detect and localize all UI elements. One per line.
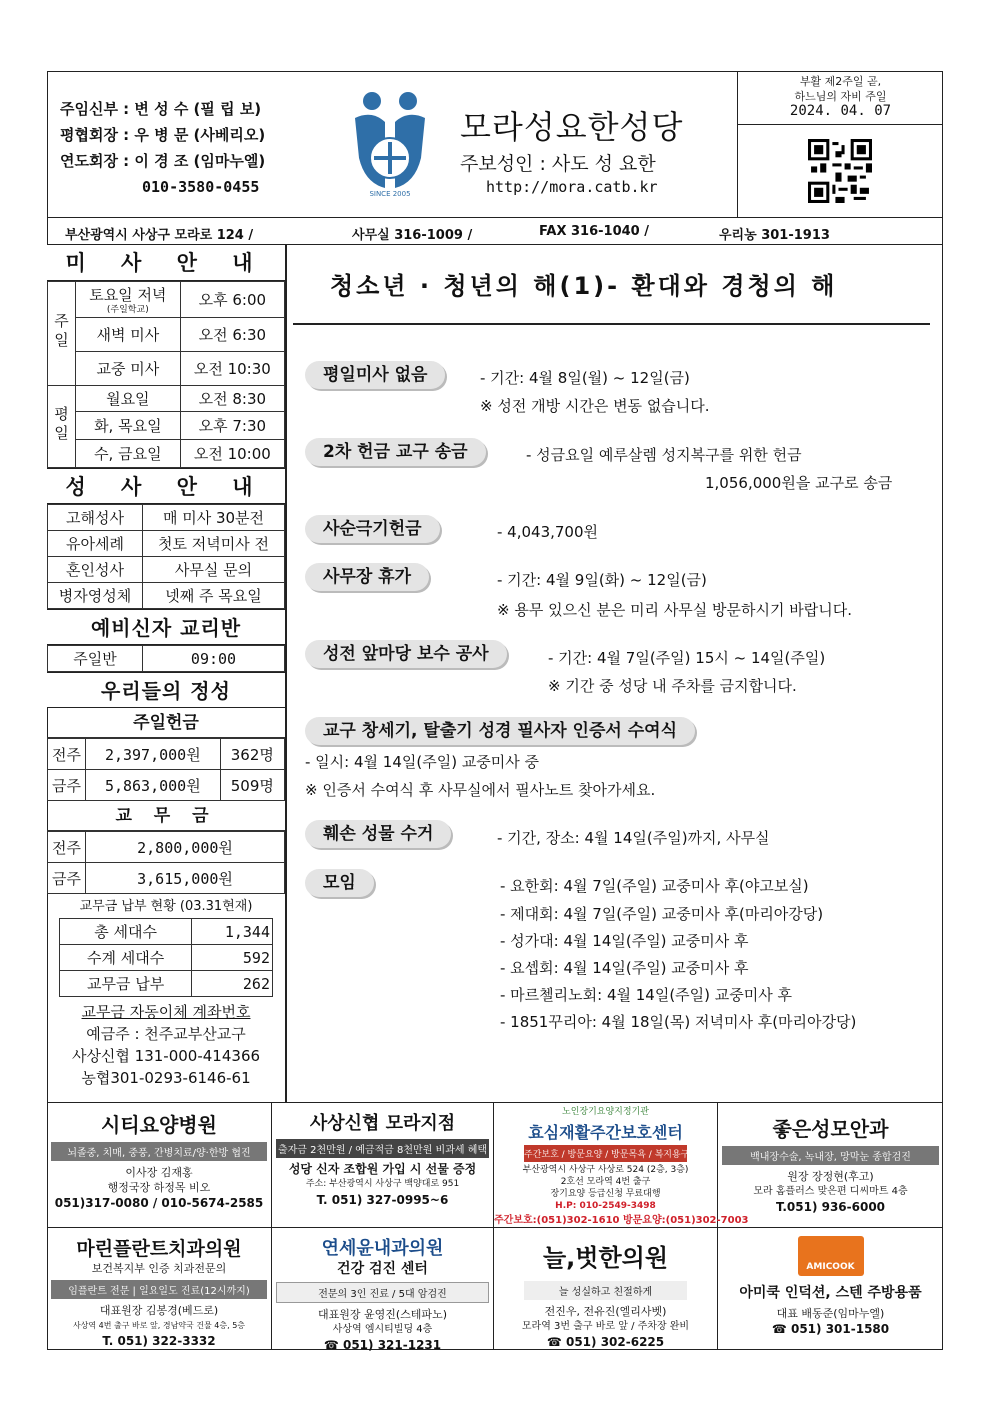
ad-line: 모라 홈플러스 맞은편 디씨마트 4층 <box>753 1186 908 1197</box>
ad-line: 2호선 모라역 4번 출구 <box>560 1177 651 1187</box>
status-value: 592 <box>192 945 273 971</box>
catechumen-table <box>47 645 285 672</box>
ad-line: 대표원장 김봉경(베드로) <box>99 1304 219 1317</box>
ad-internal-clinic[interactable] <box>272 1228 494 1350</box>
ad-line: 이사장 김재홍 <box>125 1166 193 1179</box>
ad-band: 뇌졸중, 치매, 중풍, 간병치료/양·한방 협진 <box>51 1142 267 1161</box>
ad-band: 늘 성실하고 친절하게 <box>524 1281 687 1300</box>
notice-label: 교구 창세기, 탈출기 성경 필사자 인증서 수여식 <box>305 717 695 745</box>
mass-name: 월요일 <box>76 386 181 412</box>
meeting-line: - 제대회: 4월 7일(주일) 교중미사 후(마리아강당) <box>500 905 824 923</box>
ad-oriental-clinic[interactable] <box>494 1228 718 1350</box>
ad-name: 아미쿡 인덕션, 스텐 주방용품 <box>739 1285 922 1301</box>
offering-title: 우리들의 정성 <box>47 672 285 708</box>
column-divider <box>285 245 287 1102</box>
ad-line: 부산광역시 사상구 사상로 524 (2층, 3층) <box>522 1165 689 1175</box>
offering-week: 전주 <box>48 739 86 770</box>
ad-name: 연세윤내과의원 <box>321 1238 444 1259</box>
sunday-offering-title: 주일헌금 <box>47 708 285 738</box>
church-name: 모라성요한성당 <box>460 108 684 146</box>
ad-hyosim-center[interactable] <box>494 1103 749 1227</box>
meeting-line: - 요한회: 4월 7일(주일) 교중미사 후(야고보실) <box>500 877 809 895</box>
meeting-line: - 마르첼리노회: 4월 14일(주일) 교중미사 후 <box>500 986 792 1004</box>
status-value: 262 <box>192 971 273 997</box>
offering-week: 금주 <box>48 770 86 801</box>
sacrament-value: 매 미사 30분전 <box>143 505 285 531</box>
mass-schedule-title: 미 사 안 내 <box>47 245 285 281</box>
ad-amicook[interactable] <box>718 1228 943 1350</box>
notice-label: 훼손 성물 수거 <box>305 820 451 848</box>
ad-phone: ☎ 051) 321-1231 <box>323 1338 442 1352</box>
bulletin-headline: 청소년 · 청년의 해(1)- 환대와 경청의 해 <box>330 272 838 300</box>
weekday-label: 평일 <box>52 405 70 444</box>
ad-sub: 보건복지부 인증 치과전문의 <box>91 1262 227 1275</box>
address-bar <box>47 217 943 245</box>
ad-eye-clinic[interactable] <box>718 1103 943 1227</box>
notice-label: 사순극기헌금 <box>305 515 440 543</box>
ad-line: 주소: 부산광역시 사상구 백양대로 951 <box>305 1179 460 1189</box>
notice-line: ※ 기간 중 성당 내 주차를 금지합니다. <box>548 677 797 695</box>
ad-name: 늘,벗한의원 <box>542 1244 669 1272</box>
catechumen-title: 예비신자 교리반 <box>47 609 285 645</box>
notice-line: - 4,043,700원 <box>497 523 599 541</box>
ad-name: 사상신협 모라지점 <box>309 1113 456 1134</box>
mass-name: 화, 목요일 <box>76 412 181 440</box>
due-status-table <box>59 918 273 997</box>
date-line-1: 부활 제2주일 곧, <box>799 75 882 88</box>
mass-name: 새벽 미사 <box>76 318 181 352</box>
ad-phone: ☎ 051) 301-1580 <box>771 1322 890 1336</box>
mass-time: 오후 7:30 <box>180 412 284 440</box>
notice-line: - 성금요일 예루살렘 성지복구를 위한 헌금 <box>526 446 802 464</box>
notice-label: 성전 앞마당 보수 공사 <box>305 640 507 668</box>
staff-phone: 010-3580-0455 <box>142 178 260 196</box>
catechumen-time: 09:00 <box>143 646 285 672</box>
liturgical-date-box <box>737 71 943 125</box>
sacrament-value: 넷째 주 목요일 <box>143 583 285 609</box>
mass-name: 교중 미사 <box>76 352 181 386</box>
notice-line: 1,056,000원을 교구로 송금 <box>705 474 893 492</box>
headline-rule <box>293 323 930 325</box>
sunday-label: 주일 <box>52 312 70 351</box>
offering-amount: 2,397,000원 <box>86 739 221 770</box>
sacrament-title: 성 사 안 내 <box>47 468 285 504</box>
postal-number: 우리농 301-1913 <box>719 228 830 243</box>
offering-count: 362명 <box>220 739 284 770</box>
ad-line: 행정국장 하정목 비오 <box>107 1181 211 1194</box>
ad-name: 효심재활주간보호센터 <box>528 1123 683 1142</box>
notice-label: 모임 <box>305 869 374 897</box>
ad-line: 장기요양 등급신청 무료대행 <box>550 1189 661 1199</box>
ad-band: 전문의 3인 진료 / 5대 암검진 <box>276 1282 489 1303</box>
due-week: 금주 <box>48 863 86 894</box>
ad-name: 마린플란트치과의원 <box>76 1238 242 1260</box>
status-value: 1,344 <box>192 919 273 945</box>
notice-line: ※ 인증서 수여식 후 사무실에서 필사노트 찾아가세요. <box>305 781 656 799</box>
ad-line: 대표원장 윤영진(스테파노) <box>318 1308 447 1321</box>
account-sinhyup: 사상신협 131-000-414366 <box>71 1047 261 1065</box>
meeting-line: - 성가대: 4월 14일(주일) 교중미사 후 <box>500 932 749 950</box>
notice-line: - 기간: 4월 8일(월) ~ 12일(금) <box>480 369 690 387</box>
staff-council: 평협회장 : 우 병 문 (사베리오) <box>60 126 266 144</box>
ad-line: 사상역 4번 출구 바로 앞, 경남약국 건물 4층, 5층 <box>72 1321 246 1330</box>
due-week: 전주 <box>48 832 86 863</box>
account-nonghyup: 농협301-0293-6146-61 <box>81 1069 251 1087</box>
logo-caption: SINCE 2005 <box>369 190 411 198</box>
ad-line: 모라역 3번 출구 바로 앞 / 주차장 완비 <box>521 1321 690 1332</box>
status-label: 교무금 납부 <box>60 971 192 997</box>
ad-sasang-credit-union[interactable] <box>272 1103 494 1227</box>
ad-phone: T. 051) 327-0995~6 <box>316 1193 449 1207</box>
church-due-table <box>47 831 285 894</box>
ad-row-1 <box>47 1102 943 1227</box>
sacrament-table <box>47 504 285 609</box>
ad-phone: T.051) 936-6000 <box>775 1200 886 1214</box>
offering-count: 509명 <box>220 770 284 801</box>
ad-band: 주간보호 / 방문요양 / 방문목욕 / 복지용구 <box>524 1145 687 1162</box>
ad-band: 출자금 2천만원 / 예금적금 8천만원 비과세 혜택 <box>276 1139 489 1158</box>
office-phone: 사무실 316-1009 / <box>352 228 473 243</box>
meeting-line: - 1851꾸리아: 4월 18일(목) 저녁미사 후(마리아강당) <box>500 1013 857 1031</box>
church-address: 부산광역시 사상구 모라로 124 / <box>65 228 254 243</box>
ad-band: 백내장수술, 녹내장, 망막눈 종합검진 <box>722 1146 939 1165</box>
sacrament-name: 병자영성체 <box>48 583 143 609</box>
mass-time: 오전 8:30 <box>180 386 284 412</box>
church-due-title: 교 무 금 <box>47 801 285 831</box>
notice-label: 평일미사 없음 <box>305 361 445 389</box>
sacrament-value: 사무실 문의 <box>143 557 285 583</box>
notice-line: - 기간, 장소: 4월 14일(주일)까지, 사무실 <box>497 829 770 847</box>
bulletin-date: 2024. 04. 07 <box>789 103 892 119</box>
ad-phone: 051)317-0080 / 010-5674-2585 <box>54 1196 264 1210</box>
notice-line: - 일시: 4월 14일(주일) 교중미사 중 <box>305 753 540 771</box>
staff-association: 연도회장 : 이 경 조 (임마누엘) <box>60 152 266 170</box>
mass-name: 수, 금요일 <box>76 440 181 468</box>
left-column <box>47 245 285 1089</box>
due-status-title: 교무금 납부 현황 (03.31현재) <box>79 899 253 914</box>
ad-name: 좋은성모안과 <box>772 1117 889 1141</box>
ad-line: 원장 장정현(후고) <box>787 1170 874 1183</box>
sacrament-name: 유아세례 <box>48 531 143 557</box>
mass-time: 오전 10:30 <box>180 352 284 386</box>
ad-line: 성당 신자 조합원 가입 시 선물 증정 <box>288 1162 477 1176</box>
catechumen-label: 주일반 <box>48 646 143 672</box>
ad-name: 시티요양병원 <box>101 1113 217 1137</box>
staff-list <box>60 96 265 200</box>
sacrament-name: 혼인성사 <box>48 557 143 583</box>
auto-transfer-title: 교무금 자동이체 계좌번호 <box>81 1003 251 1021</box>
mass-schedule-table <box>47 281 285 468</box>
mass-name: 토요일 저녁 (주일학교) <box>76 282 181 318</box>
ad-line: H.P: 010-2549-3498 <box>555 1201 656 1211</box>
sunday-offering-table <box>47 738 285 801</box>
ad-line: 전진우, 전유진(엘리사벳) <box>544 1305 667 1318</box>
sacrament-name: 고해성사 <box>48 505 143 531</box>
ad-top: 노인장기요양지정기관 <box>562 1107 649 1117</box>
mass-time: 오후 6:00 <box>180 282 284 318</box>
mass-time: 오전 10:00 <box>180 440 284 468</box>
ad-city-hospital[interactable] <box>47 1103 272 1227</box>
mass-time: 오전 6:30 <box>180 318 284 352</box>
notice-line: ※ 용무 있으신 분은 미리 사무실 방문하시기 바랍니다. <box>497 601 853 619</box>
ad-dental-clinic[interactable] <box>47 1228 272 1350</box>
notice-line: - 기간: 4월 7일(주일) 15시 ~ 14일(주일) <box>548 649 826 667</box>
notice-line: ※ 성전 개방 시간은 변동 없습니다. <box>480 397 710 415</box>
due-amount: 3,615,000원 <box>86 863 285 894</box>
fax-number: FAX 316-1040 / <box>539 224 649 239</box>
ad-line: 사상역 엠시티빌딩 4층 <box>332 1324 433 1335</box>
patron-saint: 주보성인 : 사도 성 요한 <box>460 153 656 175</box>
ad-row-2 <box>47 1227 943 1350</box>
offering-amount: 5,863,000원 <box>86 770 221 801</box>
church-logo-icon <box>345 88 435 200</box>
qr-box <box>737 125 943 217</box>
due-amount: 2,800,000원 <box>86 832 285 863</box>
meeting-line: - 요셉회: 4월 14일(주일) 교중미사 후 <box>500 959 749 977</box>
staff-pastor: 주임신부 : 변 성 수 (필 립 보) <box>60 100 262 118</box>
website-link[interactable]: http://mora.catb.kr <box>486 178 658 196</box>
notice-line: - 기간: 4월 9일(화) ~ 12일(금) <box>497 571 707 589</box>
ad-band: 임플란트 전문 | 일요일도 진료(12시까지) <box>51 1280 267 1299</box>
status-label: 총 세대수 <box>60 919 192 945</box>
qr-code-icon[interactable] <box>808 139 872 203</box>
notice-label: 2차 헌금 교구 송금 <box>305 438 486 466</box>
ad-phone: T. 051) 322-3332 <box>102 1334 216 1348</box>
amicook-logo: AMICOOK <box>798 1236 864 1276</box>
ad-phone: ☎ 051) 302-6225 <box>546 1335 665 1349</box>
status-label: 수계 세대수 <box>60 945 192 971</box>
account-holder: 예금주 : 천주교부산교구 <box>86 1025 246 1043</box>
notice-label: 사무장 휴가 <box>305 563 429 591</box>
ad-line: 대표 배동준(임마누엘) <box>776 1307 885 1320</box>
date-line-2: 하느님의 자비 주일 <box>794 90 887 103</box>
ad-phone: 주간보호:(051)302-1610 방문요양:(051)302-7003 <box>494 1215 749 1226</box>
ad-sub: 건강 검진 센터 <box>337 1261 428 1277</box>
sacrament-value: 첫토 저녁미사 전 <box>143 531 285 557</box>
